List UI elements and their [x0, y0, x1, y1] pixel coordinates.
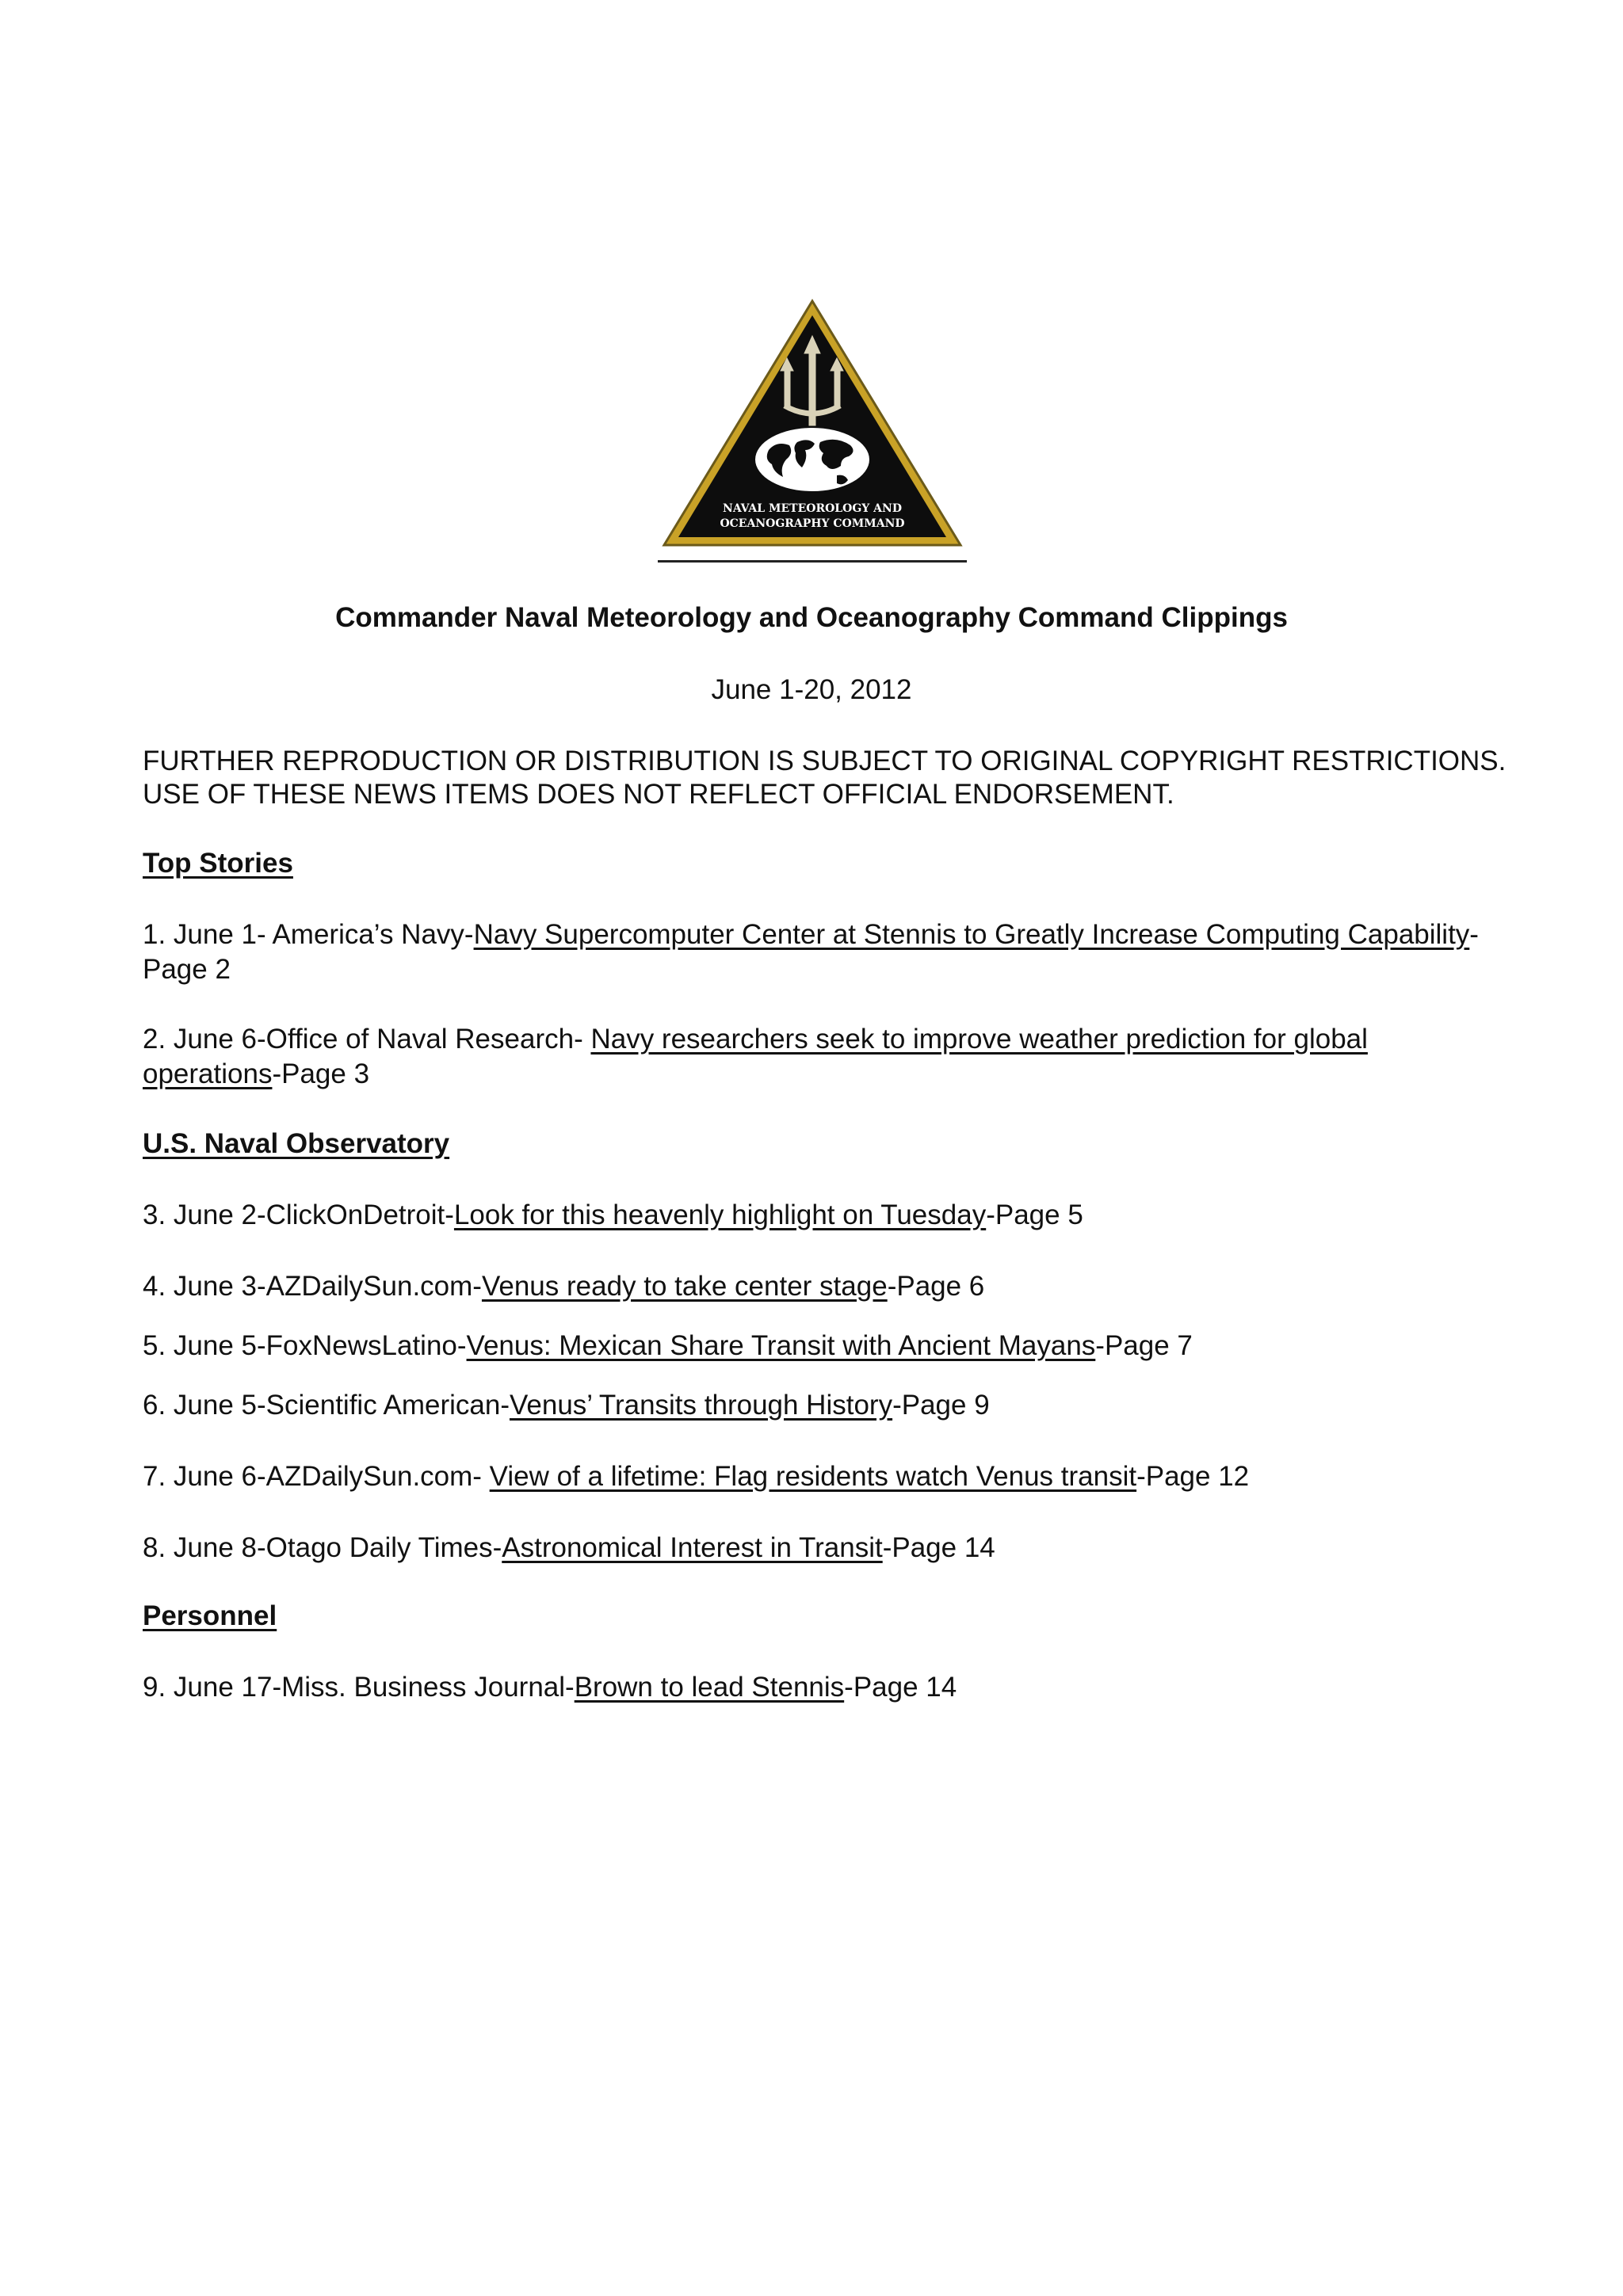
copyright-notice: FURTHER REPRODUCTION OR DISTRIBUTION IS SUBJECT TO ORIGINAL COPYRIGHT RESTRICTIONS. USE OF THESE NEWS ITEMS DOES NOT REFLECT OFFICIAL ENDORSEMENT.: [143, 746, 1507, 810]
clipping-item: [143, 917, 1490, 987]
clipping-source: 1. June 1- America’s Navy-: [143, 919, 474, 950]
clipping-item: [143, 1022, 1490, 1092]
clipping-link[interactable]: Look for this heavenly highlight on Tuesday: [453, 1199, 987, 1230]
clipping-link[interactable]: Brown to lead Stennis: [574, 1672, 845, 1703]
clipping-page-ref: -Page 14: [882, 1532, 995, 1563]
clipping-page-ref: -Page 6: [887, 1271, 985, 1302]
clipping-page-ref: -Page 14: [844, 1672, 957, 1703]
section-heading-personnel: Personnel: [143, 1600, 277, 1631]
clipping-item: [143, 1198, 1490, 1233]
clipping-link[interactable]: Navy Supercomputer Center at Stennis to Greatly Increase Computing Capability: [473, 919, 1470, 950]
clipping-item: [143, 1670, 1490, 1705]
clipping-link[interactable]: Navy researchers seek to improve weather prediction for global operations: [143, 1024, 1368, 1089]
logo-underline-rule: [658, 560, 967, 563]
clipping-link[interactable]: Venus ready to take center stage: [481, 1271, 888, 1302]
clipping-source: 8. June 8-Otago Daily Times-: [143, 1532, 502, 1563]
clipping-item: [143, 1269, 1490, 1304]
clipping-item: [143, 1531, 1490, 1566]
clipping-item: [143, 1388, 1490, 1423]
clipping-link[interactable]: Astronomical Interest in Transit: [502, 1532, 883, 1563]
section-heading-top-stories: Top Stories: [143, 848, 293, 879]
command-emblem-icon: [658, 295, 967, 564]
clipping-page-ref: -Page 7: [1095, 1330, 1193, 1361]
command-emblem-logo: [658, 295, 967, 564]
clipping-page-ref: -Page 12: [1136, 1461, 1250, 1492]
clipping-source: 6. June 5-Scientific American-: [143, 1390, 510, 1421]
section-heading-naval-observatory: U.S. Naval Observatory: [143, 1128, 450, 1159]
document-title: Commander Naval Meteorology and Oceanography Command Clippings: [335, 602, 1288, 633]
clipping-source: 4. June 3-AZDailySun.com-: [143, 1271, 482, 1302]
emblem-text-line2: OCEANOGRAPHY COMMAND: [720, 517, 905, 530]
clipping-source: 9. June 17-Miss. Business Journal-: [143, 1672, 575, 1703]
clipping-link[interactable]: Venus’ Transits through History: [509, 1390, 893, 1421]
clipping-item: [143, 1459, 1490, 1494]
clipping-source: 2. June 6-Office of Naval Research-: [143, 1024, 591, 1055]
clipping-page-ref: -Page 9: [892, 1390, 990, 1421]
document-date: June 1-20, 2012: [711, 674, 912, 705]
clipping-source: 7. June 6-AZDailySun.com-: [143, 1461, 490, 1492]
clipping-item: [143, 1329, 1490, 1363]
clipping-source: 3. June 2-ClickOnDetroit-: [143, 1199, 454, 1230]
emblem-text-line1: NAVAL METEOROLOGY AND: [723, 502, 902, 515]
clipping-page-ref: -Page 3: [272, 1058, 370, 1089]
clipping-link[interactable]: View of a lifetime: Flag residents watch Venus transit: [489, 1461, 1137, 1492]
clipping-source: 5. June 5-FoxNewsLatino-: [143, 1330, 467, 1361]
clipping-page-ref: -Page 2: [143, 919, 1479, 985]
clipping-page-ref: -Page 5: [986, 1199, 1083, 1230]
clipping-link[interactable]: Venus: Mexican Share Transit with Ancient Mayans: [466, 1330, 1096, 1361]
